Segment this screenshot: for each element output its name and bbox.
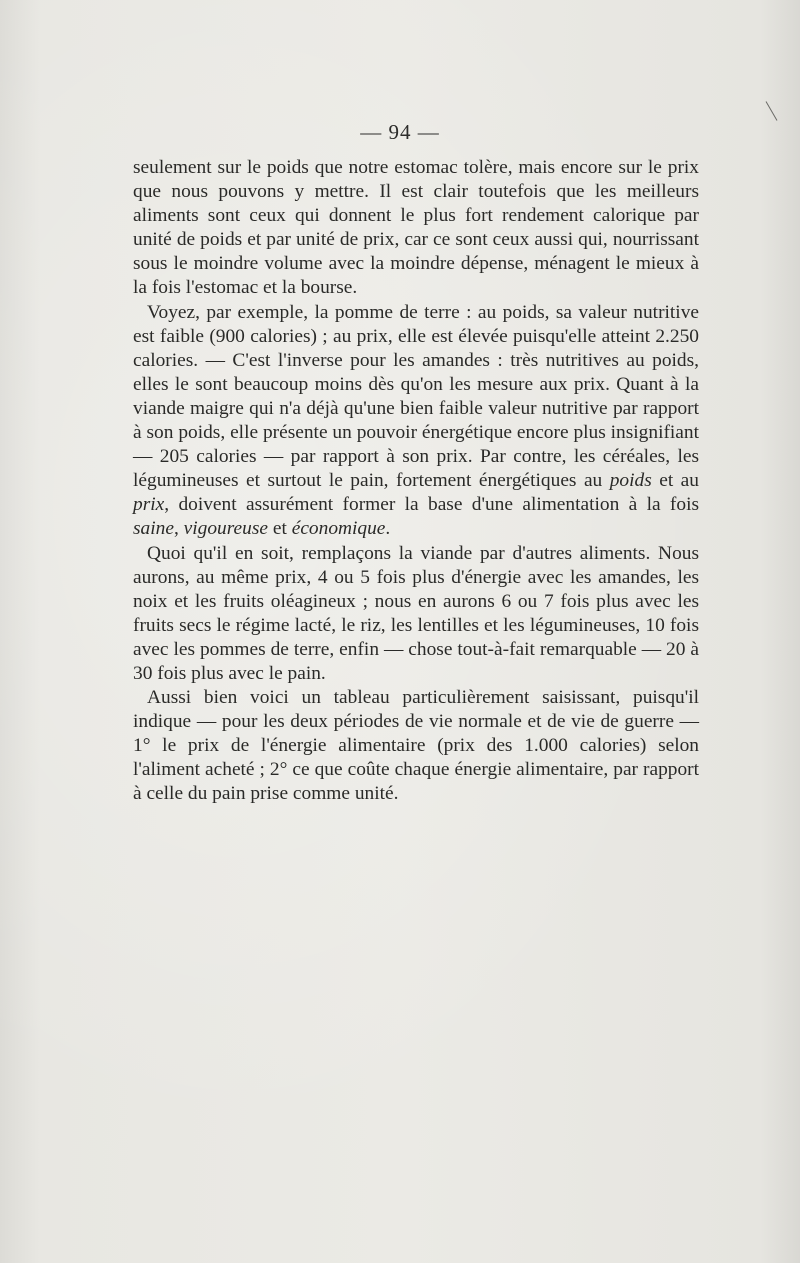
paragraph-2-text-end: . — [385, 518, 391, 540]
scan-edge-mark — [766, 101, 778, 121]
page-number: — 94 — — [360, 120, 440, 144]
paragraph-3: Quoi qu'il en soit, remplaçons la viande par d'autres aliments. Nous aurons, au même prix, 4 ou 5 fois plus d'énergie avec les amandes, les noix et les fruits oléagineux ; nous en aurons 6 ou 7 fois plus avec les fruits secs le régime lacté, le riz, les lentilles et les légumineuses, 10 fois avec les pommes de terre, enfin — chose tout-à-fait remarquable — 20 à 30 fois plus avec le pain. — [133, 542, 699, 684]
paragraph-2-text-mid-4: et — [268, 518, 292, 540]
paragraph-1: seulement sur le poids que notre estomac tolère, mais encore sur le prix que nous pouvons y mettre. Il est clair toutefois que les meilleurs aliments sont ceux qui donnent le plus fort rendement calorique par unité de poids et par unité de prix, car ce sont ceux aussi qui, nourrissant sous le moindre volume avec la moindre dépense, ménagent le mieux à la fois l'estomac et la bourse. — [133, 157, 699, 299]
emphasis-poids: poids — [609, 470, 652, 492]
paragraph-4: Aussi bien voici un tableau particulièrement saisissant, puisqu'il indique — pour les deux périodes de vie normale et de vie de guerre — 1° le prix de l'énergie alimentaire (prix des 1.000 calories) selon l'aliment acheté ; 2° ce que coûte chaque énergie alimentaire, par rapport à celle du pain prise comme unité. — [133, 687, 699, 805]
paragraph-2 — [133, 301, 699, 542]
body-text — [133, 156, 699, 807]
paragraph-2-text-start: Voyez, par exemple, la pomme de terre : au poids, sa valeur nutritive est faible (900 calories) ; au prix, elle est élevée puisqu'elle atteint 2.250 calories. — C'est l'inverse pour les amandes : très nutritives au poids, elles le sont beaucoup moins dès qu'on les mesure aux prix. Quant à la viande maigre qui n'a déjà qu'une bien faible valeur nutritive par rapport à son poids, elle présente un pouvoir énergétique encore plus insignifiant — 205 calories — par rapport à son prix. Par contre, les céréales, les légumineuses et surtout le pain, fortement énergétiques au — [133, 301, 699, 492]
emphasis-vigoureuse: vigoureuse — [183, 518, 269, 540]
emphasis-saine: saine — [133, 518, 174, 540]
emphasis-economique: économique — [291, 518, 386, 540]
paragraph-2-text-mid-3: , — [173, 518, 184, 540]
emphasis-prix: prix — [133, 494, 165, 516]
paragraph-2-text-mid-1: et au — [651, 470, 699, 492]
paragraph-2-text-mid-2: , doivent assurément former la base d'une alimentation à la fois — [164, 494, 699, 516]
